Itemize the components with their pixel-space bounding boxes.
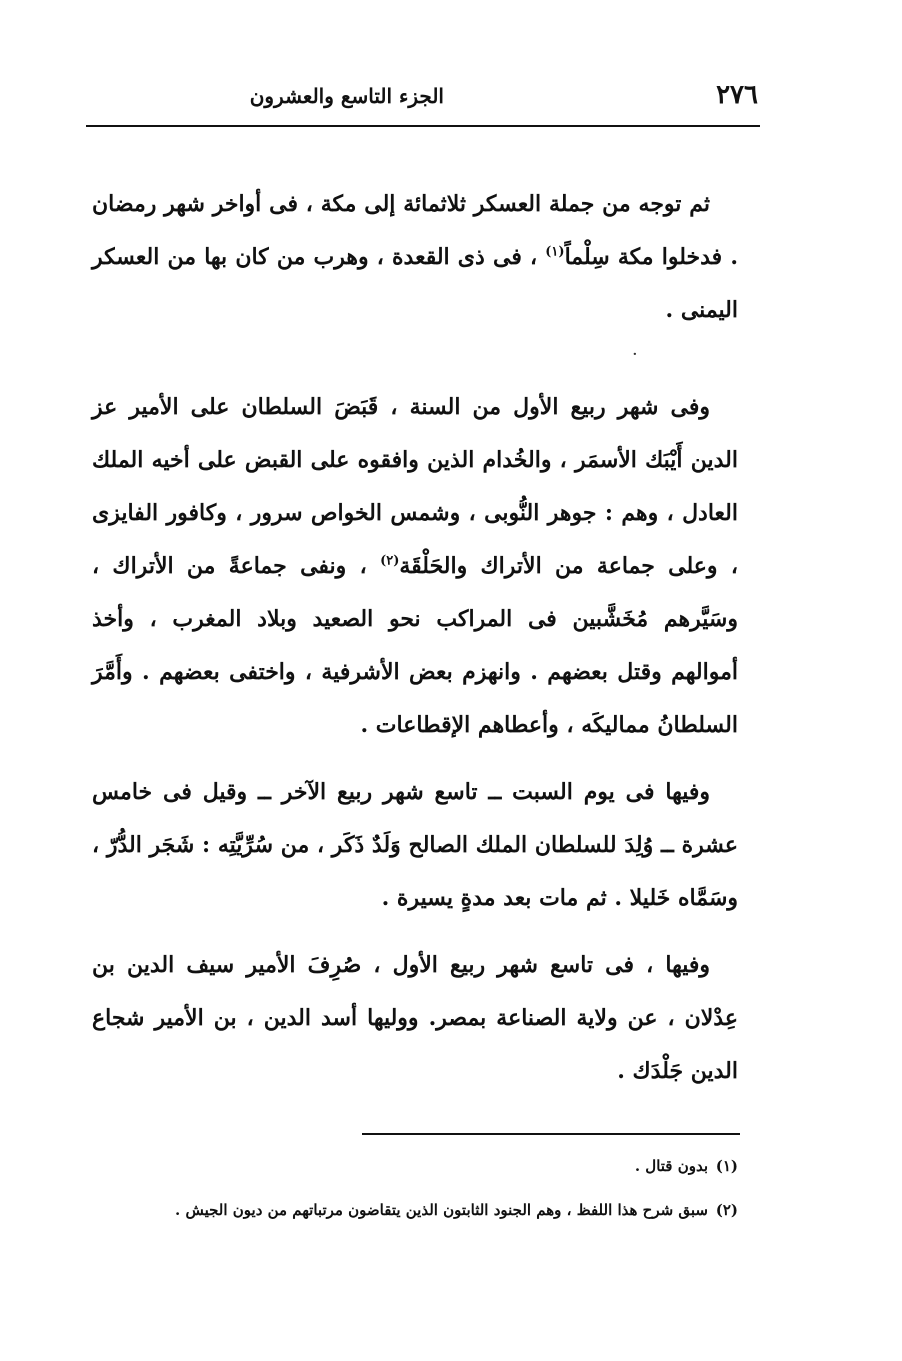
footnote-1	[120, 1154, 738, 1178]
footnote-1-number: (١)	[715, 1157, 738, 1175]
footnote-rule	[362, 1133, 740, 1135]
footnote-ref-1: (١)	[545, 244, 565, 260]
paragraph-2-text-after: ، ونفى جماعةً من الأتراك ، وسَيَّرهم مُخَشَّبين فى المراكب نحو الصعيد وبلاد المغرب ، وأخذ أموالهم وقتل بعضهم . وانهزم بعض الأشرفية ، واختفى بعضهم . وأَمَّرَ السلطانُ مماليكَه ، وأعطاهم الإقطاعات .	[92, 553, 738, 738]
page-number: ٢٧٦	[716, 80, 758, 110]
paragraph-3: وفيها فى يوم السبت ــ تاسع شهر ربيع الآخر ــ وقيل فى خامس عشرة ــ وُلِدَ للسلطان الملك الصالح وَلَدٌ ذَكَر ، من سُرِّيَّتِه : شَجَر الدُّرّ ، وسَمَّاه خَليلا . ثم مات بعد مدةٍ يسيرة .	[92, 779, 738, 911]
paragraph-2	[92, 381, 738, 752]
footnotes	[120, 1154, 738, 1222]
paragraph-4: وفيها ، فى تاسع شهر ربيع الأول ، صُرِفَ الأمير سيف الدين بن عِدْلان ، عن ولاية الصناعة بمصر. ووليها أسد الدين ، بن الأمير شجاع الدين جَلْدَك .	[92, 952, 738, 1084]
main-text	[92, 178, 738, 1098]
footnote-ref-2: (٢)	[380, 553, 400, 569]
footnote-1-text: بدون قتال .	[634, 1157, 708, 1175]
header-rule	[86, 125, 760, 127]
paragraph-2-text-before: وفى شهر ربيع الأول من السنة ، قَبَضَ السلطان على الأمير عز الدين أَيْبَك الأسمَر ، والخُدام الذين وافقوه على القبض على أخيه الملك العادل ، وهم : جوهر النُّوبى ، وشمس الخواص سرور ، وكافور الفايزى ، وعلى جماعة من الأتراك والحَلْقَة	[92, 394, 738, 579]
footnote-2	[120, 1198, 738, 1222]
paragraph-1-text-before: ثم توجه من جملة العسكر ثلاثمائة إلى مكة ، فى أواخر شهر رمضان . فدخلوا مكة سِلْماً	[92, 191, 738, 270]
paragraph-1	[92, 178, 738, 337]
footnote-2-number: (٢)	[715, 1201, 738, 1219]
page-header	[86, 76, 760, 120]
stray-mark: ·	[632, 344, 638, 365]
running-head: الجزء التاسع والعشرون	[249, 84, 444, 108]
footnote-2-text: سبق شرح هذا اللفظ ، وهم الجنود الثابتون الذين يتقاضون مرتباتهم من ديون الجيش .	[175, 1201, 708, 1219]
paragraph-1-text-after: ، فى ذى القعدة ، وهرب من كان بها من العسكر اليمنى .	[92, 244, 738, 323]
